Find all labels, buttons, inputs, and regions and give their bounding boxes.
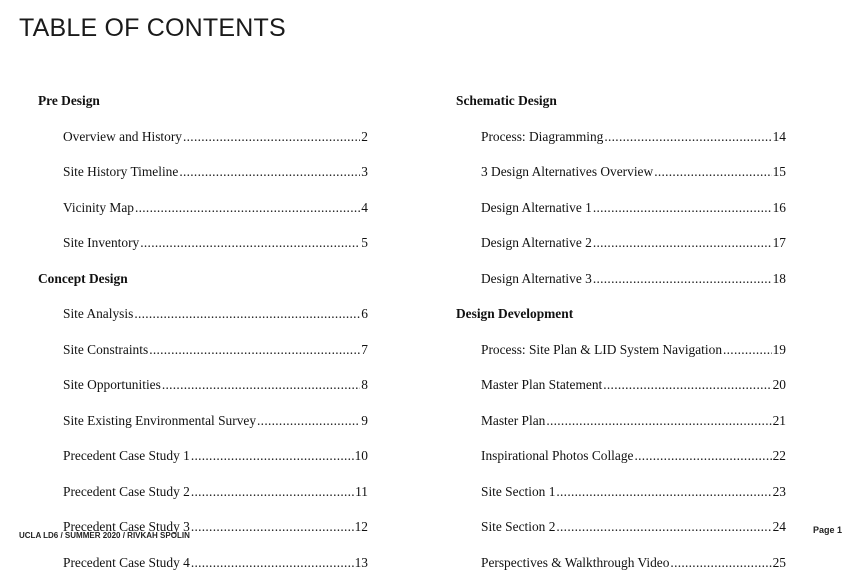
toc-entry-label: Site Constraints	[63, 342, 148, 358]
toc-entry-page-number: 7	[361, 342, 368, 358]
section-heading: Design Development	[456, 301, 786, 337]
dot-leader	[654, 164, 771, 180]
dot-leader	[191, 519, 354, 535]
toc-entry-page-number: 14	[773, 129, 786, 145]
dot-leader	[179, 164, 360, 180]
dot-leader	[191, 555, 354, 571]
toc-entry-label: Perspectives & Walkthrough Video	[481, 555, 669, 571]
toc-entry-label: Precedent Case Study 2	[63, 484, 190, 500]
dot-leader	[603, 377, 771, 393]
section-heading: Concept Design	[38, 266, 368, 302]
toc-entry-label: Site History Timeline	[63, 164, 178, 180]
toc-entry-page-number: 5	[361, 235, 368, 251]
dot-leader	[556, 484, 771, 500]
toc-entry-page-number: 19	[773, 342, 786, 358]
toc-entry-page-number: 10	[355, 448, 368, 464]
toc-entry-page-number: 16	[773, 200, 786, 216]
dot-leader	[546, 413, 771, 429]
dot-leader	[183, 129, 360, 145]
toc-entry[interactable]	[38, 301, 368, 337]
section-heading: Schematic Design	[456, 88, 786, 124]
toc-entry[interactable]	[456, 372, 786, 408]
toc-entry-page-number: 2	[361, 129, 368, 145]
page-title: TABLE OF CONTENTS	[19, 14, 286, 43]
toc-entry-label: Master Plan	[481, 413, 545, 429]
toc-entry-label: Site Section 2	[481, 519, 555, 535]
toc-entry-page-number: 23	[773, 484, 786, 500]
toc-entry-page-number: 18	[773, 271, 786, 287]
toc-entry-label: Site Analysis	[63, 306, 133, 322]
toc-entry-label: Vicinity Map	[63, 200, 134, 216]
toc-left-column	[38, 88, 368, 585]
dot-leader	[191, 448, 354, 464]
toc-entry[interactable]	[38, 337, 368, 373]
dot-leader	[593, 271, 772, 287]
dot-leader	[162, 377, 360, 393]
toc-entry[interactable]	[38, 230, 368, 266]
toc-entry-label: Precedent Case Study 3	[63, 519, 190, 535]
toc-entry-page-number: 24	[773, 519, 786, 535]
dot-leader	[135, 200, 360, 216]
toc-entry-page-number: 12	[355, 519, 368, 535]
toc-entry-page-number: 3	[361, 164, 368, 180]
toc-entry-page-number: 9	[361, 413, 368, 429]
toc-entry[interactable]	[38, 124, 368, 160]
toc-entry-label: Process: Diagramming	[481, 129, 603, 145]
toc-entry-label: Process: Site Plan & LID System Navigation	[481, 342, 722, 358]
toc-entry-page-number: 17	[773, 235, 786, 251]
dot-leader	[556, 519, 771, 535]
dot-leader	[593, 200, 772, 216]
dot-leader	[604, 129, 771, 145]
toc-entry-label: 3 Design Alternatives Overview	[481, 164, 653, 180]
toc-entry[interactable]	[456, 195, 786, 231]
toc-entry-page-number: 25	[773, 555, 786, 571]
toc-entry-page-number: 13	[355, 555, 368, 571]
toc-entry-page-number: 21	[773, 413, 786, 429]
toc-entry[interactable]	[456, 550, 786, 585]
dot-leader	[191, 484, 354, 500]
toc-entry-page-number: 22	[773, 448, 786, 464]
toc-entry[interactable]	[38, 372, 368, 408]
toc-entry[interactable]	[38, 408, 368, 444]
toc-entry[interactable]	[456, 159, 786, 195]
toc-entry-label: Design Alternative 1	[481, 200, 592, 216]
dot-leader	[134, 306, 360, 322]
toc-right-column	[456, 88, 786, 585]
toc-entry-label: Design Alternative 3	[481, 271, 592, 287]
page-number: Page 1	[813, 525, 842, 535]
section-heading: Pre Design	[38, 88, 368, 124]
toc-entry[interactable]	[456, 479, 786, 515]
dot-leader	[593, 235, 772, 251]
toc-entry[interactable]	[38, 550, 368, 585]
dot-leader	[257, 413, 360, 429]
dot-leader	[670, 555, 771, 571]
toc-entry[interactable]	[456, 266, 786, 302]
toc-entry-page-number: 8	[361, 377, 368, 393]
toc-entry-page-number: 4	[361, 200, 368, 216]
toc-entry[interactable]	[456, 443, 786, 479]
toc-entry-page-number: 15	[773, 164, 786, 180]
toc-entry[interactable]	[38, 443, 368, 479]
toc-entry-label: Site Inventory	[63, 235, 139, 251]
toc-entry-label: Precedent Case Study 1	[63, 448, 190, 464]
toc-entry[interactable]	[456, 124, 786, 160]
dot-leader	[149, 342, 360, 358]
toc-entry[interactable]	[38, 159, 368, 195]
toc-entry-label: Site Opportunities	[63, 377, 161, 393]
toc-entry-label: Design Alternative 2	[481, 235, 592, 251]
dot-leader	[140, 235, 360, 251]
toc-entry[interactable]	[456, 514, 786, 550]
toc-entry-label: Site Existing Environmental Survey	[63, 413, 256, 429]
toc-entry-label: Inspirational Photos Collage	[481, 448, 634, 464]
toc-entry-page-number: 20	[773, 377, 786, 393]
toc-entry-label: Master Plan Statement	[481, 377, 602, 393]
toc-entry-label: Precedent Case Study 4	[63, 555, 190, 571]
footer-credit: UCLA LD6 / SUMMER 2020 / RIVKAH SPOLIN	[19, 531, 190, 540]
toc-entry-label: Site Section 1	[481, 484, 555, 500]
toc-entry[interactable]	[456, 337, 786, 373]
toc-entry-page-number: 11	[355, 484, 368, 500]
toc-entry-label: Overview and History	[63, 129, 182, 145]
toc-entry[interactable]	[38, 479, 368, 515]
toc-entry-page-number: 6	[361, 306, 368, 322]
toc-entry[interactable]	[38, 195, 368, 231]
dot-leader	[723, 342, 772, 358]
toc-entry[interactable]	[456, 408, 786, 444]
toc-entry[interactable]	[456, 230, 786, 266]
dot-leader	[635, 448, 772, 464]
